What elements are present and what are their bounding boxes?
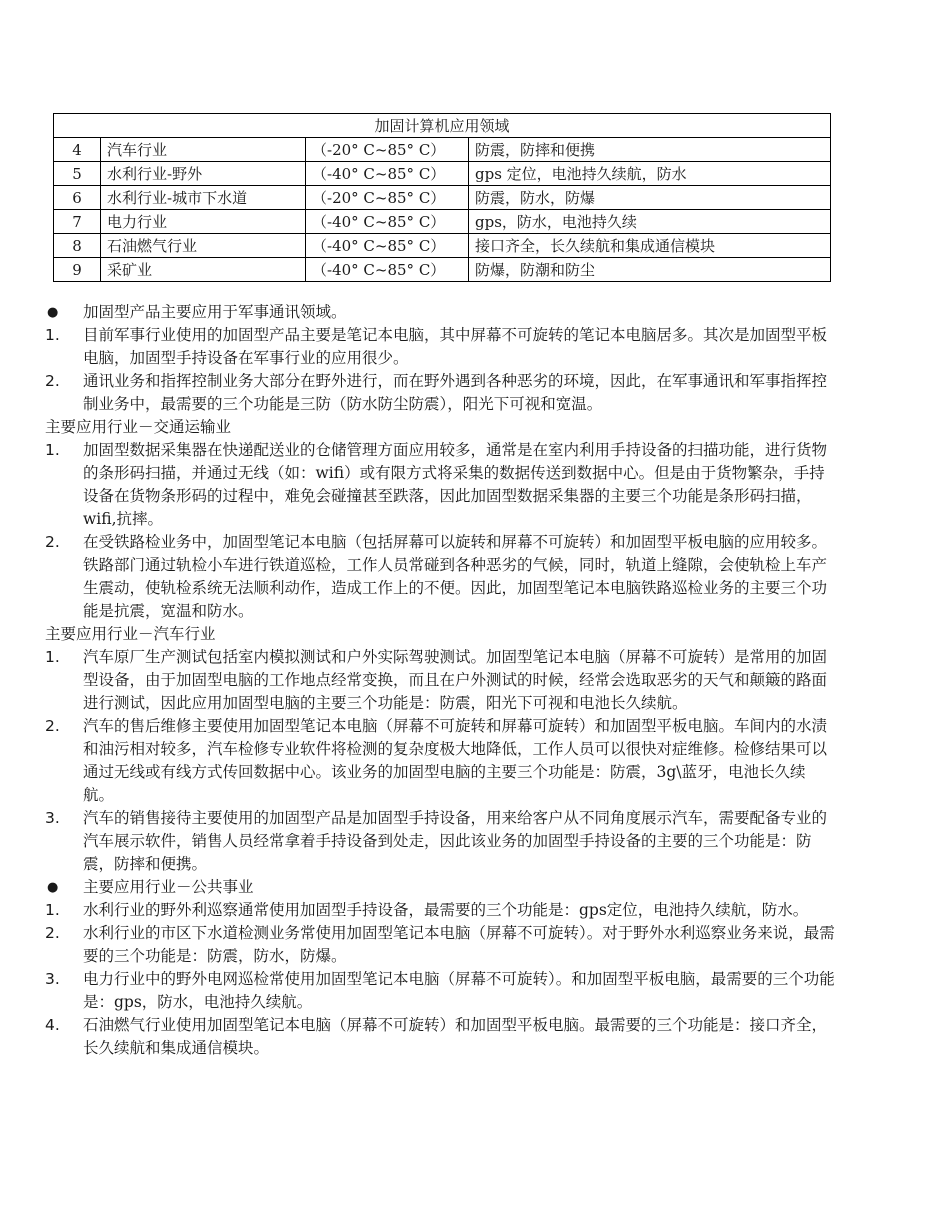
paragraph-text: 电力行业中的野外电网巡检常使用加固型笔记本电脑（屏幕不可旋转）。和加固型平板电脑，最需要的三个功能是：gps，防水，电池持久续航。 <box>83 970 835 1011</box>
list-number: 3. <box>45 809 60 827</box>
row-industry: 电力行业 <box>101 210 306 234</box>
row-industry: 采矿业 <box>101 258 306 282</box>
numbered-item <box>45 922 835 968</box>
row-features: gps，防水，电池持久续 <box>469 210 831 234</box>
bullet-item <box>45 301 835 324</box>
bullet-marker: ● <box>47 305 59 320</box>
row-features: 防震，防水，防爆 <box>469 186 831 210</box>
row-industry: 汽车行业 <box>101 138 306 162</box>
row-number: 9 <box>54 258 101 282</box>
numbered-item <box>45 715 835 807</box>
table-row <box>54 234 831 258</box>
list-number: 3. <box>45 970 60 988</box>
paragraph-text: 汽车原厂生产测试包括室内模拟测试和户外实际驾驶测试。加固型笔记本电脑（屏幕不可旋转）是常用的加固型设备，由于加固型电脑的工作地点经常变换，而且在户外测试的时候，经常会选取恶劣的天气和颠簸的路面进行测试，因此应用加固型电脑的主要三个功能是：防震，阳光下可视和电池长久续航。 <box>83 648 828 712</box>
row-industry: 水利行业-野外 <box>101 162 306 186</box>
numbered-item <box>45 531 835 623</box>
numbered-item <box>45 807 835 876</box>
row-temperature: （-40° C~85° C） <box>306 210 469 234</box>
paragraph-text: 水利行业的野外利巡察通常使用加固型手持设备，最需要的三个功能是：gps定位，电池持久续航，防水。 <box>83 901 809 919</box>
table-row <box>54 210 831 234</box>
row-features: 接口齐全，长久续航和集成通信模块 <box>469 234 831 258</box>
bullet-marker: ● <box>47 880 59 895</box>
list-number: 1. <box>45 901 60 919</box>
table-title: 加固计算机应用领域 <box>54 114 831 138</box>
paragraph-text: 石油燃气行业使用加固型笔记本电脑（屏幕不可旋转）和加固型平板电脑。最需要的三个功能是：接口齐全，长久续航和集成通信模块。 <box>83 1016 828 1057</box>
section-heading: 主要应用行业－汽车行业 <box>45 625 216 643</box>
document-body <box>45 301 835 1060</box>
list-number: 1. <box>45 648 60 666</box>
paragraph-text: 通讯业务和指挥控制业务大部分在野外进行，而在野外遇到各种恶劣的环境，因此，在军事通讯和军事指挥控制业务中，最需要的三个功能是三防（防水防尘防震），阳光下可视和宽温。 <box>83 372 828 413</box>
row-features: gps 定位，电池持久续航，防水 <box>469 162 831 186</box>
numbered-item <box>45 370 835 416</box>
list-number: 2. <box>45 924 60 942</box>
paragraph-text: 加固型产品主要应用于军事通讯领域。 <box>83 303 347 321</box>
table-row <box>54 258 831 282</box>
row-industry: 水利行业-城市下水道 <box>101 186 306 210</box>
row-temperature: （-40° C~85° C） <box>306 234 469 258</box>
row-number: 6 <box>54 186 101 210</box>
row-temperature: （-40° C~85° C） <box>306 162 469 186</box>
list-number: 2. <box>45 717 60 735</box>
numbered-item <box>45 324 835 370</box>
section-heading: 主要应用行业－交通运输业 <box>45 418 232 436</box>
table-row <box>54 138 831 162</box>
row-industry: 石油燃气行业 <box>101 234 306 258</box>
list-number: 1. <box>45 326 60 344</box>
row-temperature: （-40° C~85° C） <box>306 258 469 282</box>
row-temperature: （-20° C~85° C） <box>306 186 469 210</box>
table-row <box>54 162 831 186</box>
list-number: 1. <box>45 441 60 459</box>
section-heading: 主要应用行业－公共事业 <box>83 878 254 896</box>
paragraph-text: 加固型数据采集器在快递配送业的仓储管理方面应用较多，通常是在室内利用手持设备的扫描功能，进行货物的条形码扫描，并通过无线（如：wifi）或有限方式将采集的数据传送到数据中心。但是由于货物繁杂，手持设备在货物条形码的过程中，难免会碰撞甚至跌落，因此加固型数据采集器的主要三个功能是条形码扫描，wifi,抗摔。 <box>83 441 828 528</box>
row-number: 8 <box>54 234 101 258</box>
numbered-item <box>45 439 835 531</box>
numbered-item <box>45 1014 835 1060</box>
paragraph-text: 汽车的销售接待主要使用的加固型产品是加固型手持设备，用来给客户从不同角度展示汽车，需要配备专业的汽车展示软件，销售人员经常拿着手持设备到处走，因此该业务的加固型手持设备的主要的三个功能是：防震，防摔和便携。 <box>83 809 828 873</box>
row-features: 防爆，防潮和防尘 <box>469 258 831 282</box>
application-fields-table <box>53 113 831 282</box>
paragraph-text: 水利行业的市区下水道检测业务常使用加固型笔记本电脑（屏幕不可旋转）。对于野外水利巡察业务来说，最需要的三个功能是：防震，防水，防爆。 <box>83 924 835 965</box>
bullet-item <box>45 876 835 899</box>
numbered-item <box>45 899 835 922</box>
row-temperature: （-20° C~85° C） <box>306 138 469 162</box>
row-number: 4 <box>54 138 101 162</box>
table-title-row <box>54 114 831 138</box>
table-row <box>54 186 831 210</box>
list-number: 4. <box>45 1016 60 1034</box>
paragraph-text: 目前军事行业使用的加固型产品主要是笔记本电脑，其中屏幕不可旋转的笔记本电脑居多。其次是加固型平板电脑，加固型手持设备在军事行业的应用很少。 <box>83 326 828 367</box>
paragraph-text: 汽车的售后维修主要使用加固型笔记本电脑（屏幕不可旋转和屏幕可旋转）和加固型平板电脑。车间内的水渍和油污相对较多，汽车检修专业软件将检测的复杂度极大地降低，工作人员可以很快对症维修。检修结果可以通过无线或有线方式传回数据中心。该业务的加固型电脑的主要三个功能是：防震，3g\蓝牙，电池长久续航。 <box>83 717 828 804</box>
row-number: 7 <box>54 210 101 234</box>
list-number: 2. <box>45 533 60 551</box>
row-number: 5 <box>54 162 101 186</box>
numbered-item <box>45 968 835 1014</box>
numbered-item <box>45 646 835 715</box>
list-number: 2. <box>45 372 60 390</box>
paragraph-text: 在受铁路检业务中，加固型笔记本电脑（包括屏幕可以旋转和屏幕不可旋转）和加固型平板电脑的应用较多。铁路部门通过轨检小车进行铁道巡检，工作人员常碰到各种恶劣的气候，同时，轨道上缝隙，会使轨检上车产生震动，使轨检系统无法顺利动作，造成工作上的不便。因此，加固型笔记本电脑铁路巡检业务的主要三个功能是抗震，宽温和防水。 <box>83 533 828 620</box>
row-features: 防震，防摔和便携 <box>469 138 831 162</box>
